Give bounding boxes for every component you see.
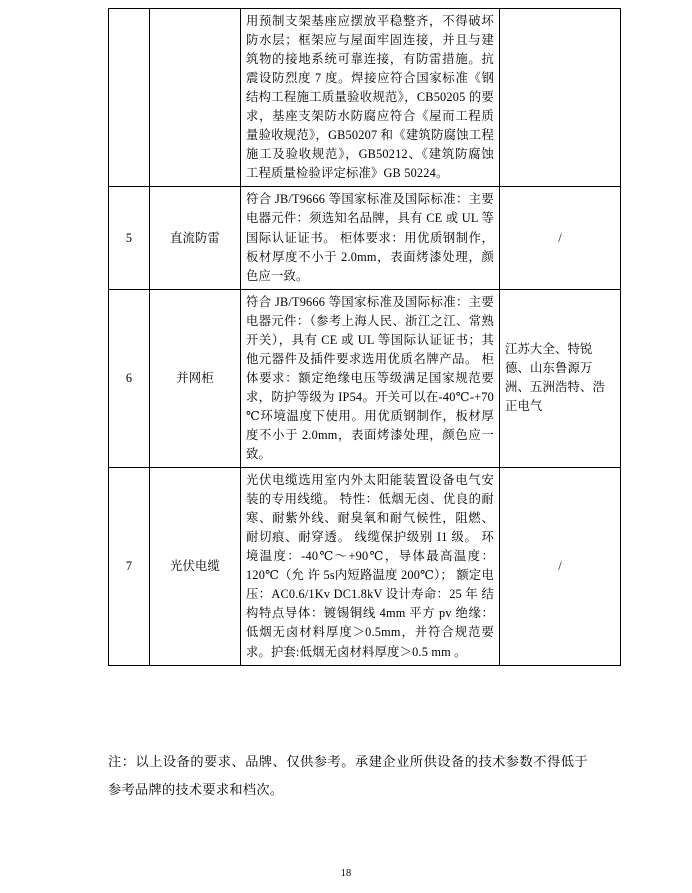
row-number-cell: 6 (109, 289, 150, 467)
equipment-description-cell: 符合 JB/T9666 等国家标准及国际标准：主要电器元件：须选知名品牌，具有 CE 或 UL 等国际认证证书。 柜体要求：用优质钢制作，板材厚度不小于 2.0mm，表面烤漆处理，颜色应一致。 (241, 187, 500, 289)
reference-brand-cell: / (500, 468, 621, 665)
row-number-cell (109, 9, 150, 187)
table-row (109, 289, 621, 467)
table-row (109, 9, 621, 187)
equipment-name-cell: 光伏电缆 (150, 468, 241, 665)
equipment-description-cell: 符合 JB/T9666 等国家标准及国际标准：主要电器元件：（参考上海人民、浙江之江、常熟开关），具有 CE 或 UL 等国际认证证书；其他元器件及插件要求选用优质名牌产品。 柜体要求：额定绝缘电压等级满足国家规范要求，防护等级为 IP54。开关可以在-40℃-+70 ℃环境温度下使用。用优质钢制作，板材厚度不小于 2.0mm，表面烤漆处理，颜色应一致。 (241, 289, 500, 467)
equipment-name-cell: 直流防雷 (150, 187, 241, 289)
table-note: 注：以上设备的要求、品牌、仅供参考。承建企业所供设备的技术参数不得低于参考品牌的技术要求和档次。 (108, 754, 588, 798)
table-row (109, 468, 621, 665)
row-number-cell: 7 (109, 468, 150, 665)
equipment-description-cell: 用预制支架基座应摆放平稳整齐，不得破坏防水层；框架应与屋面牢固连接，并且与建筑物的接地系统可靠连接，有防雷措施。抗震设防烈度 7 度。焊接应符合国家标准《钢结构工程施工质量验收规范》，CB50205 的要求，基座支架防水防腐应符合《屋而工程质量验收规范》，GB50207 和《建筑防腐蚀工程施工及验收规范》，GB50212、《建筑防腐蚀工程质量检验评定标准》GB 50224。 (241, 9, 500, 187)
row-number-cell: 5 (109, 187, 150, 289)
reference-brand-cell (500, 9, 621, 187)
equipment-name-cell: 并网柜 (150, 289, 241, 467)
equipment-description-cell: 光伏电缆选用室内外太阳能装置设备电气安装的专用线缆。 特性：低烟无卤、优良的耐寒、耐紫外线、耐臭氧和耐气候性，阻燃、耐切痕、耐穿透。 线缆保护级别 I1 级。 环境温度：-40℃～+90℃，导体最高温度：120℃（允 许 5s内短路温度 200℃）； 额定电压：AC0.6/1Kv DC1.8kV 设计寿命：25 年 结构特点导体：镀锡铜线 4mm 平方 pv 绝缘：低烟无卤材料厚度＞0.5mm，并符合规范要求。护套:低烟无卤材料厚度＞0.5 mm 。 (241, 468, 500, 665)
equipment-name-cell (150, 9, 241, 187)
reference-brand-cell: / (500, 187, 621, 289)
table-row (109, 187, 621, 289)
reference-brand-cell: 江苏大全、特锐德、山东鲁源万洲、五洲浩特、浩正电气 (500, 289, 621, 467)
equipment-spec-table (108, 8, 621, 666)
page-number: 18 (340, 868, 352, 879)
